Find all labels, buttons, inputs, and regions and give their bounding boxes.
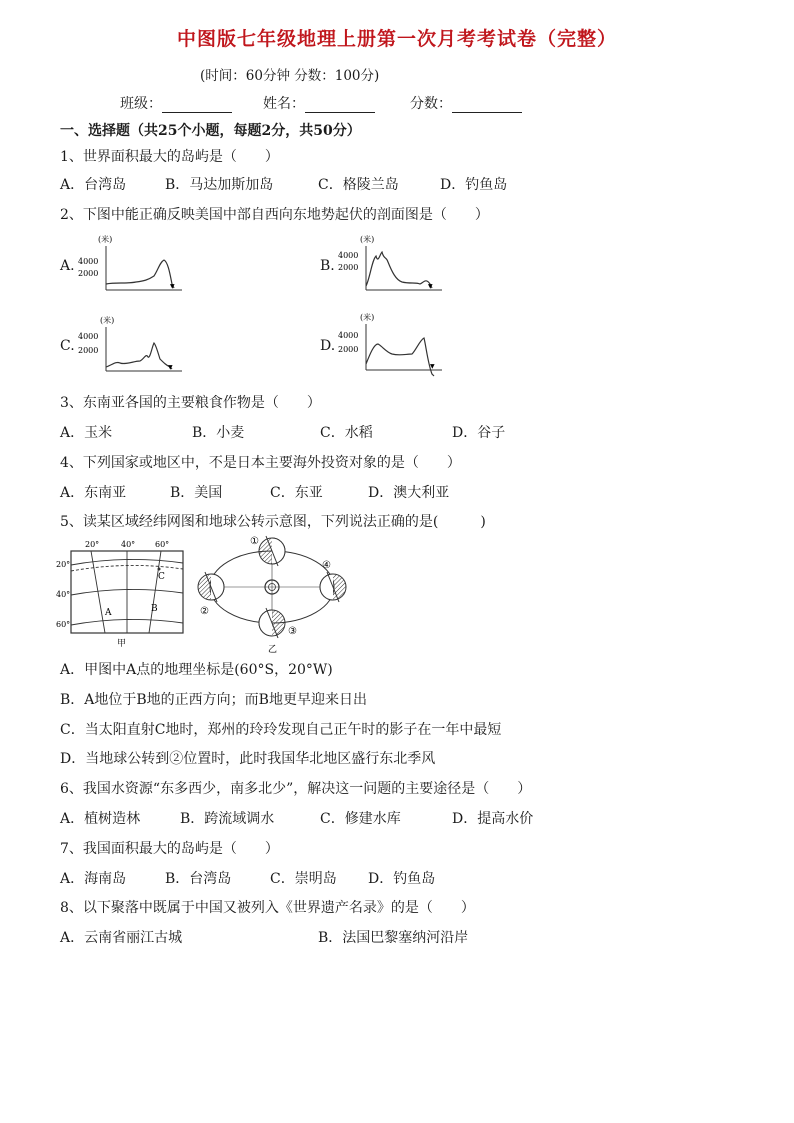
q6-option-c[interactable]: C．修建水库 [320,811,401,827]
profile-d-tick-low: 2000 [338,345,359,354]
jia-point-a: A [105,608,112,618]
yi-position-3: ③ [288,626,297,637]
class-field [120,93,232,113]
profile-d-unit: (米) [360,313,375,322]
profile-b-unit: (米) [360,235,375,244]
name-field [263,93,375,113]
profile-c-unit: (米) [100,316,115,325]
earth-position-3 [259,608,285,638]
profile-d-tick-high: 4000 [338,331,359,340]
q8-option-a[interactable]: A．云南省丽江古城 [60,930,183,946]
svg-text:▼: ▼ [170,283,175,290]
earth-orbit-yi [192,532,357,655]
question-6-stem: 6、我国水资源“东多西少，南多北少”，解决这一问题的主要途径是（ ） [60,781,532,797]
yi-position-1: ① [250,536,259,547]
class-label: 班级： [120,96,162,112]
profile-b-chart [336,232,446,294]
jia-caption: 甲 [117,639,127,649]
q7-option-c[interactable]: C．崇明岛 [270,871,337,887]
profile-a-unit: (米) [98,235,113,244]
q3-option-d[interactable]: D．谷子 [452,425,506,441]
q5-option-a[interactable]: A．甲图中A点的地理坐标是(60°S，20°W) [60,662,333,678]
yi-caption: 乙 [268,645,278,655]
yi-position-4: ④ [322,560,331,571]
time-score-line: (时间：60分钟 分数：100分) [200,68,380,84]
q5-option-c[interactable]: C．当太阳直射C地时，郑州的玲玲发现自己正午时的影子在一年中最短 [60,722,502,738]
profile-c-chart [76,313,186,375]
q7-option-a[interactable]: A．海南岛 [60,871,127,887]
page-title: 中图版七年级地理上册第一次月考考试卷（完整） [176,28,617,50]
q4-option-b[interactable]: B．美国 [170,485,223,501]
name-label: 姓名： [263,96,305,112]
jia-left-label-40: 40° [56,590,71,599]
yi-position-2: ② [200,606,209,617]
svg-text:▼: ▼ [430,363,435,370]
q4-option-a[interactable]: A．东南亚 [60,485,127,501]
q1-option-a[interactable]: A．台湾岛 [60,177,127,193]
jia-left-label-20: 20° [56,560,71,569]
profile-d-chart [336,310,446,380]
score-blank[interactable] [452,98,522,113]
profile-c-tick-low: 2000 [78,346,99,355]
q1-option-d[interactable]: D．钓鱼岛 [440,177,508,193]
svg-text:▼: ▼ [168,364,173,371]
question-3-stem: 3、东南亚各国的主要粮食作物是（ ） [60,395,321,411]
q5-option-d[interactable]: D．当地球公转到②位置时，此时我国华北地区盛行东北季风 [60,751,436,767]
q5-option-b[interactable]: B．A地位于B地的正西方向；而B地更早迎来日出 [60,692,367,708]
question-1-stem: 1、世界面积最大的岛屿是（ ） [60,149,279,165]
earth-position-4 [320,572,346,602]
jia-point-b: B [151,604,158,614]
profile-b-tick-low: 2000 [338,263,359,272]
graticule-map-jia [55,537,190,650]
profile-b-tick-high: 4000 [338,251,359,260]
earth-position-1 [259,536,285,566]
q8-option-b[interactable]: B．法国巴黎塞纳河沿岸 [318,930,469,946]
section-heading: 一、选择题（共25个小题，每题2分，共50分） [60,123,361,139]
class-blank[interactable] [162,98,232,113]
jia-left-label-60: 60° [56,620,71,629]
q6-option-a[interactable]: A．植树造林 [60,811,141,827]
q3-option-a[interactable]: A．玉米 [60,425,113,441]
q7-option-d[interactable]: D．钓鱼岛 [368,871,436,887]
earth-position-2 [198,572,224,602]
profile-a-tick-low: 2000 [78,269,99,278]
q4-option-d[interactable]: D．澳大利亚 [368,485,450,501]
score-label: 分数： [410,96,452,112]
svg-text:▼: ▼ [428,283,433,290]
question-4-stem: 4、下列国家或地区中，不是日本主要海外投资对象的是（ ） [60,455,461,471]
q4-option-c[interactable]: C．东亚 [270,485,323,501]
jia-top-label-60: 60° [155,540,170,549]
q2-option-d[interactable]: D. [320,338,336,354]
q3-option-c[interactable]: C．水稻 [320,425,373,441]
q1-option-b[interactable]: B．马达加斯加岛 [165,177,274,193]
name-blank[interactable] [305,98,375,113]
score-field [410,93,522,113]
q2-option-a[interactable]: A. [60,258,75,274]
q6-option-d[interactable]: D．提高水价 [452,811,534,827]
q3-option-b[interactable]: B．小麦 [192,425,245,441]
q6-option-b[interactable]: B．跨流域调水 [180,811,275,827]
profile-a-chart [76,232,186,294]
q1-option-c[interactable]: C．格陵兰岛 [318,177,399,193]
jia-top-label-40: 40° [121,540,136,549]
question-7-stem: 7、我国面积最大的岛屿是（ ） [60,841,279,857]
q2-option-c[interactable]: C. [60,338,75,354]
jia-top-label-20: 20° [85,540,100,549]
question-8-stem: 8、以下聚落中既属于中国又被列入《世界遗产名录》的是（ ） [60,900,475,916]
question-2-stem: 2、下图中能正确反映美国中部自西向东地势起伏的剖面图是（ ） [60,207,489,223]
profile-c-tick-high: 4000 [78,332,99,341]
q2-option-b[interactable]: B. [320,258,335,274]
q7-option-b[interactable]: B．台湾岛 [165,871,232,887]
jia-point-c: C [158,572,165,582]
profile-a-tick-high: 4000 [78,257,99,266]
question-5-stem: 5、读某区域经纬网图和地球公转示意图，下列说法正确的是( ) [60,514,486,530]
